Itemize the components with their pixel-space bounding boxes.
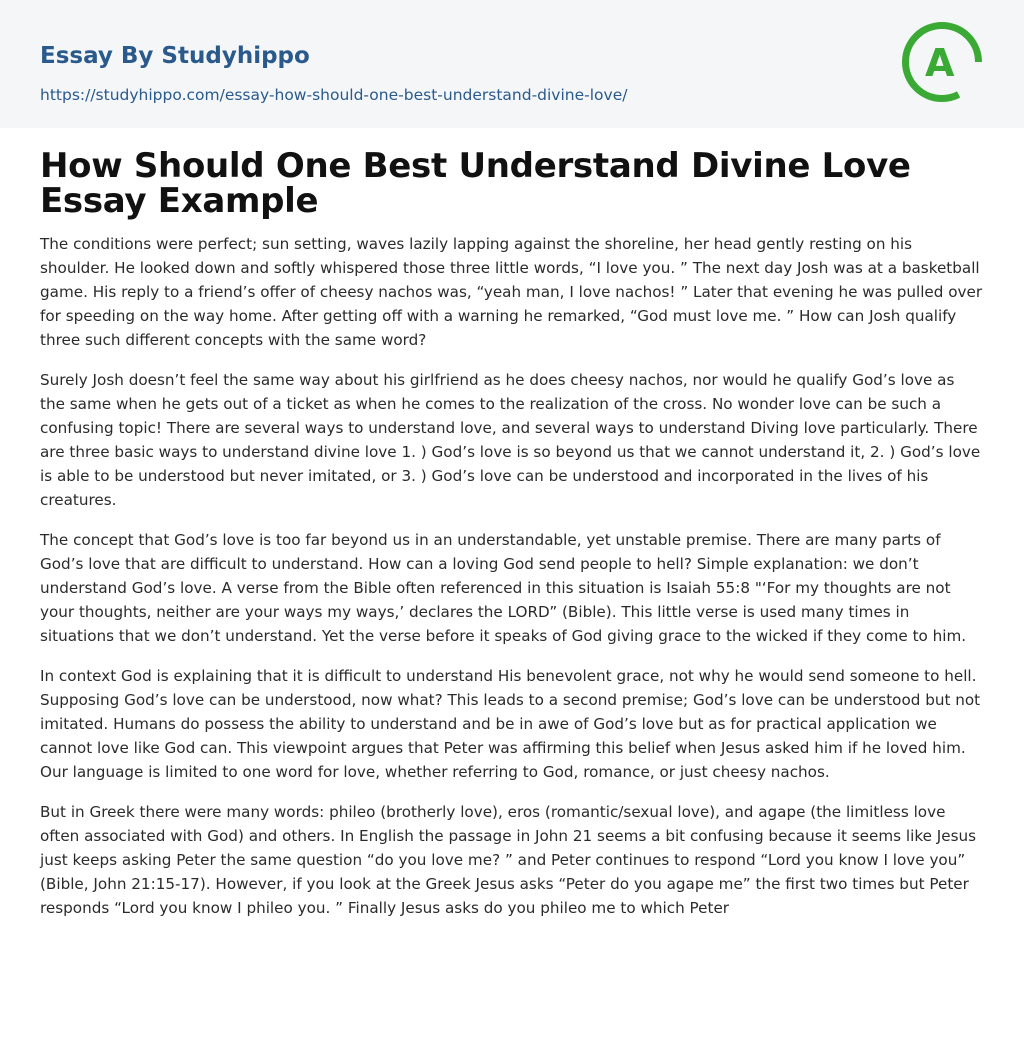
paragraph: Surely Josh doesn’t feel the same way about his girlfriend as he does cheesy nachos, nor would he qualify God’s love as the same when he gets out of a ticket as when he comes to the realization of the cross. No wonder love can be such a confusing topic! There are several ways to understand love, and several ways to understand Diving love particularly. There are three basic ways to understand divine love 1. ) God’s love is so beyond us that we cannot understand it, 2. ) God’s love is able to be understood but never imitated, or 3. ) God’s love can be understood and incorporated in the lives of his creatures.: [40, 371, 981, 509]
paragraph: But in Greek there were many words: phileo (brotherly love), eros (romantic/sexual love), and agape (the limitless love often associated with God) and others. In English the passage in John 21 seems a bit confusing because it seems like Jesus just keeps asking Peter the same question “do you love me? ” and Peter continues to respond “Lord you know I love you” (Bible, John 21:15-17). However, if you look at the Greek Jesus asks “Peter do you agape me” the first two times but Peter responds “Lord you know I phileo you. ” Finally Jesus asks do you phileo me to which Peter: [40, 803, 977, 917]
logo-letter: A: [925, 41, 955, 85]
site-header: [0, 0, 1024, 128]
paragraph: The conditions were perfect; sun setting, waves lazily lapping against the shoreline, her head gently resting on his shoulder. He looked down and softly whispered those three little words, “I love you. ” The next day Josh was at a basketball game. His reply to a friend’s offer of cheesy nachos was, “yeah man, I love nachos! ” Later that evening he was pulled over for speeding on the way home. After getting off with a warning he remarked, “God must love me. ” How can Josh qualify three such different concepts with the same word?: [40, 235, 983, 349]
paragraph: The concept that God’s love is too far beyond us in an understandable, yet unstable premise. There are many parts of God’s love that are difficult to understand. How can a loving God send people to hell? Simple explanation: we don’t understand God’s love. A verse from the Bible often referenced in this situation is Isaiah 55:8 "‘For my thoughts are not your thoughts, neither are your ways my ways,’ declares the LORD” (Bible). This little verse is used many times in situations that we don’t understand. Yet the verse before it speaks of God giving grace to the wicked if they come to him.: [40, 531, 967, 645]
studyhippo-logo[interactable]: [900, 20, 984, 104]
article: [0, 146, 1024, 920]
essay-url-link[interactable]: https://studyhippo.com/essay-how-should-one-best-understand-divine-love/: [40, 86, 628, 104]
site-title[interactable]: Essay By Studyhippo: [40, 43, 310, 69]
paragraph: In context God is explaining that it is difficult to understand His benevolent grace, not why he would send someone to hell. Supposing God’s love can be understood, now what? This leads to a second premise; God’s love can be understood but not imitated. Humans do possess the ability to understand and be in awe of God’s love but as for practical application we cannot love like God can. This viewpoint argues that Peter was affirming this belief when Jesus asked him if he loved him. Our language is limited to one word for love, whether referring to God, romance, or just cheesy nachos.: [40, 667, 981, 781]
page-title: How Should One Best Understand Divine Love Essay Example: [40, 146, 911, 221]
